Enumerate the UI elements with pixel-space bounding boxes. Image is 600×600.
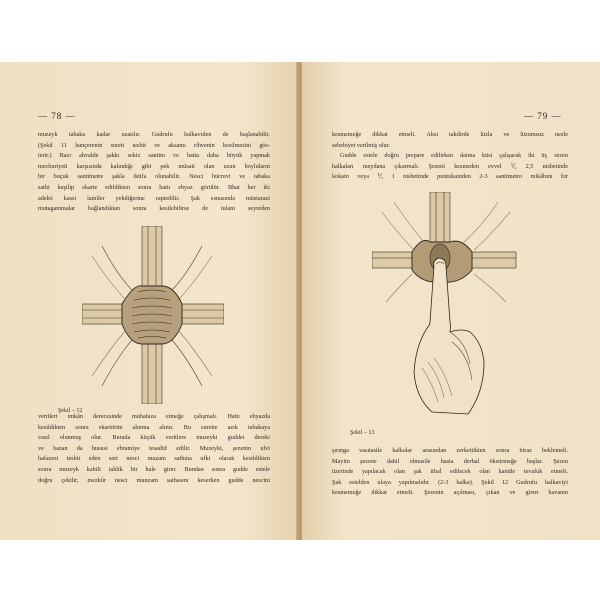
left-page bbox=[0, 62, 298, 540]
text-line: doğru çekilir, mezkûr nesci munzam sathasını keserken gudde nescini bbox=[38, 476, 270, 484]
text-line: üzerinde yapılacak olan şak ithal edilecek olan kanüle tevafuk etmeli. bbox=[332, 468, 568, 476]
surgical-figure-13 bbox=[372, 192, 522, 424]
text-line: veritleri imkân derecesinde muhafaza etmeğe çalışmalı. Hattı ebyazda bbox=[38, 413, 270, 420]
text-line: kesmemeğe dikkat etmeli. Şezenin açılması, çıkan ve giren havanın bbox=[332, 489, 568, 497]
right-page-top-text bbox=[332, 130, 568, 183]
text-line: terir.) Bazı ahvalde şakkı sekiz santim ve hatta daha büyük yapmak bbox=[38, 152, 270, 160]
text-line: Şak estelden ulaya yapılmalıdır. (2-3 halka). Şekil 12 Gudrufu halkaviyi bbox=[332, 478, 568, 486]
figure-13-caption: Şekil – 13 bbox=[350, 430, 375, 436]
text-line: kokain veya ⅟₂ 1 nisbetinde puntukainden 2-3 santimetro mikâbını bir bbox=[332, 173, 568, 181]
text-line: Mayiin şezene dahil olmasile hasta derhal öksürmeğe başlar. Şezen bbox=[332, 457, 568, 465]
text-line: muzeyk tabaka kadar uzatılır. Gudrufu halkaviden de başlanabilir. bbox=[38, 131, 270, 138]
text-line: (Şekil 11 hançerenin sureti tesbit ve aksamı rihvenin kesilmesini gös- bbox=[38, 141, 270, 149]
text-line: sonra muzeyk kabili tahlik bir hale girer. Bundan sonra gudde estele bbox=[38, 465, 270, 473]
text-line: mutagammalar bağlandıktan sonra kesilebilirse de tulani seyreden bbox=[38, 205, 270, 213]
figure-12-caption: Şekil – 12 bbox=[58, 408, 83, 414]
right-page-bottom-text bbox=[332, 446, 568, 499]
left-page-top-text bbox=[38, 130, 270, 215]
text-line: kesildikten sonra ekartörün alınma alınır. Bu surette azık tabakaya bbox=[38, 423, 270, 431]
left-page-bottom-text bbox=[38, 412, 270, 486]
right-page bbox=[302, 62, 600, 540]
text-line: sathi keşilip ekarte edildikten sonra hattı ebyaz görülür. Bhat her iki bbox=[38, 183, 270, 191]
text-line: halkaları meydana çıkarmalı. Şezeni kesmeden evvel ⅟₂ 2,5 nisbetinde bbox=[332, 162, 568, 170]
text-line: adelei kassi lamiler yekdiğerine raptedilir. Şak esnasında müstarazi bbox=[38, 194, 270, 202]
left-page-number: — 78 — bbox=[38, 111, 76, 121]
text-line: hafazesi tesbit eden sert nesci muzam sathına ufki olarak kesildikten bbox=[38, 455, 270, 463]
text-line: Gudde estele doğru prepare edilirken daima küst çalışarak iki üç sezen bbox=[340, 152, 568, 160]
text-line: bir buçuk santimetre şakla iktifa olunabilir. Nesci hücrevi ve tabaka bbox=[38, 173, 270, 181]
open-book bbox=[0, 62, 600, 540]
text-line: sebebiyet verilmiş olur. bbox=[332, 141, 390, 149]
text-line: ve bazan da hususi ebramiye tesadüf edilir. Muzeyki, şezenin ulvi bbox=[38, 444, 270, 452]
surgical-figure-12 bbox=[82, 226, 224, 404]
text-line: şırınga vasıtasile halkalar arasından zerkettikten sonra biraz beklemeli. bbox=[332, 447, 568, 454]
text-line: mecburiyeti karşısında kalındığı gibi pek müsait olan uzun boyluların bbox=[38, 162, 270, 170]
text-line: kesmemeğe dikkat etmeli. Aksi takdirde lüzla ve lüzumsuz nezle bbox=[332, 131, 568, 138]
text-line: vasıl olunmuş olur. Burada küçük veritlere muzeyki guddei dereki bbox=[38, 434, 270, 442]
right-page-number: — 79 — bbox=[524, 111, 562, 121]
